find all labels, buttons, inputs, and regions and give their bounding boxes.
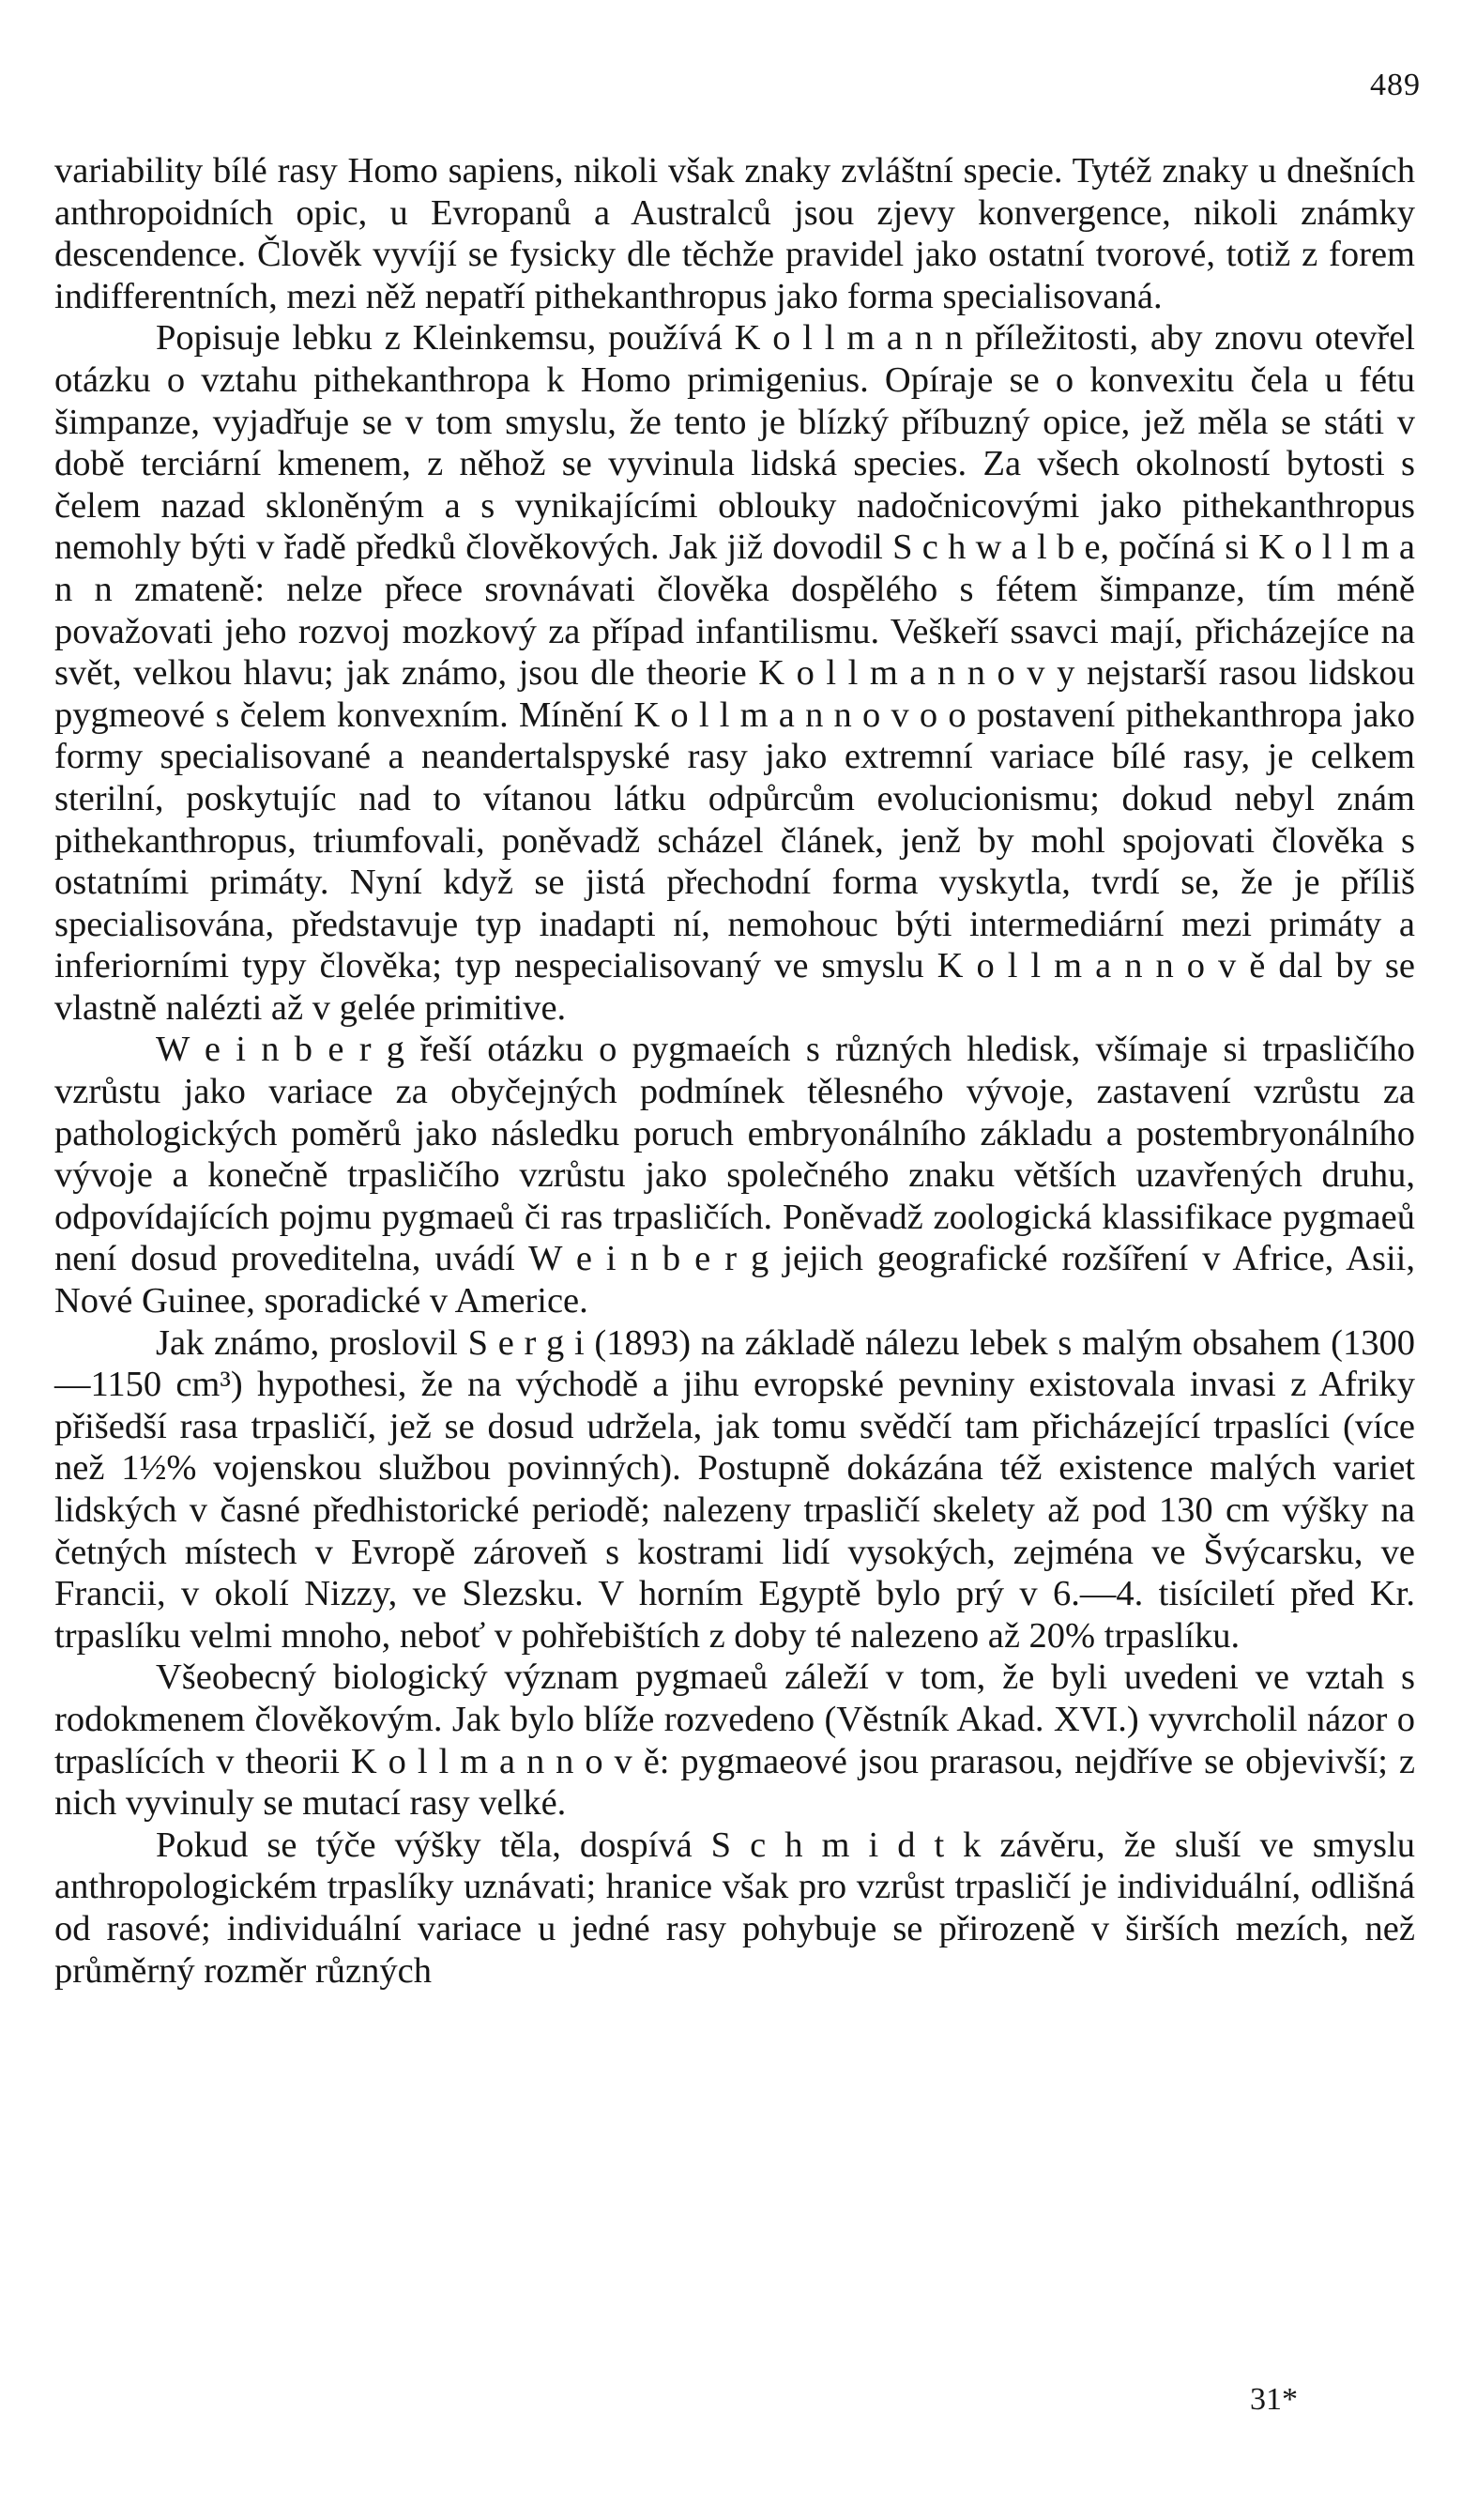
paragraph-sergi-hypothesis: Jak známo, proslovil S e r g i (1893) na základě nálezu lebek s malým obsahem (1300—1150 cm³) hypothesi, že na východě a jihu evropské pevniny existovala invasi z Afriky přišedší rasa trpasličí, jež se dosud udržela, jak tomu svědčí tam přicházející trpaslíci (více než 1½% vojenskou službou povinných). Postupně dokázána též existence malých variet lidských v časné předhistorické periodě; nalezeny trpasličí skelety až pod 130 cm výšky na četných místech v Evropě zároveň s kostrami lidí vysokých, zejména ve Švýcarsku, ve Francii, v okolí Nizzy, ve Slezsku. V horním Egyptě bylo prý v 6.—4. tisíciletí před Kr. trpaslíku velmi mnoho, neboť v pohřebištích z doby té nalezeno až 20% trpaslíku. xyxy=(54,1322,1415,1656)
signature-mark: 31* xyxy=(1250,2382,1298,2417)
paragraph-kollmann-kleinkems: Popisuje lebku z Kleinkemsu, používá K o l l m a n n příležitosti, aby znovu otevřel otázku o vztahu pithekanthropa k Homo primigenius. Opíraje se o konvexitu čela u fétu šimpanze, vyjadřuje se v tom smyslu, že tento je blízký příbuzný opice, jež měla se státi v době terciární kmenem, z něhož se vyvinula lidská species. Za všech okolností bytosti s čelem nazad skloněným a s vynikajícími oblouky nadočnicovými jako pithekanthropus nemohly býti v řadě předků člověkových. Jak již dovodil S c h w a l b e, počíná si K o l l m a n n zmateně: nelze přece srovnávati člověka dospělého s fétem šimpanze, tím méně považovati jeho rozvoj mozkový za případ infantilismu. Veškeří ssavci mají, přicházejíce na svět, velkou hlavu; jak známo, jsou dle theorie K o l l m a n n o v y nejstarší rasou lidskou pygmeové s čelem konvexním. Mínění K o l l m a n n o v o o postavení pithekanthropa jako formy specialisované a neandertalspyské rasy jako extremní variace bílé rasy, je celkem sterilní, poskytujíc nad to vítanou látku odpůrcům evolucionismu; dokud nebyl znám pithekanthropus, triumfovali, poněvadž scházel článek, jenž by mohl spojovati člověka s ostatními primáty. Nyní když se jistá přechodní forma vyskytla, tvrdí se, že je příliš specialisována, představuje typ inadapti ní, nemohouc býti intermediární mezi primáty a inferiorními typy člověka; typ nespecialisovaný ve smyslu K o l l m a n n o v ě dal by se vlastně nalézti až v gelée primitive. xyxy=(54,318,1415,1028)
paragraph-schmidt-height: Pokud se týče výšky těla, dospívá S c h m i d t k závěru, že sluší ve smyslu anthropologickém trpaslíky uznávati; hranice však pro vzrůst trpasličí je individuální, odlišná od rasové; individuální variace u jedné rasy pohybuje se přirozeně v širších mezích, než průměrný rozměr různých xyxy=(54,1825,1415,1991)
paragraph-biological-significance: Všeobecný biologický význam pygmaeů záleží v tom, že byli uvedeni ve vztah s rodokmenem člověkovým. Jak bylo blíže rozvedeno (Věstník Akad. XVI.) vyvrcholil názor o trpaslících v theorii K o l l m a n n o v ě: pygmaeové jsou prarasou, nejdříve se objevivší; z nich vyvinuly se mutací rasy velké. xyxy=(54,1657,1415,1824)
body-text xyxy=(54,150,1415,1992)
page-number: 489 xyxy=(1370,68,1421,102)
paragraph-weinberg-pygmies: W e i n b e r g řeší otázku o pygmaeích s různých hledisk, všímaje si trpasličího vzrůstu jako variace za obyčejných podmínek tělesného vývoje, zastavení vzrůstu za pathologických poměrů jako následku poruch embryonálního základu a postembryonálního vývoje a konečně trpasličího vzrůstu jako společného znaku větších uzavřených druhu, odpovídajících pojmu pygmaeů či ras trpasličích. Poněvadž zoologická klassifikace pygmaeů není dosud proveditelna, uvádí W e i n b e r g jejich geografické rozšíření v Africe, Asii, Nové Guinee, sporadické v Americe. xyxy=(54,1030,1415,1321)
paragraph-continuation: variability bílé rasy Homo sapiens, nikoli však znaky zvláštní specie. Tytéž znaky u dnešních anthropoidních opic, u Evropanů a Australců jsou zjevy konvergence, nikoli známky descendence. Člověk vyvíjí se fysicky dle těchže pravidel jako ostatní tvorové, totiž z forem indifferentních, mezi něž nepatří pithekanthropus jako forma specialisovaná. xyxy=(54,151,1415,316)
